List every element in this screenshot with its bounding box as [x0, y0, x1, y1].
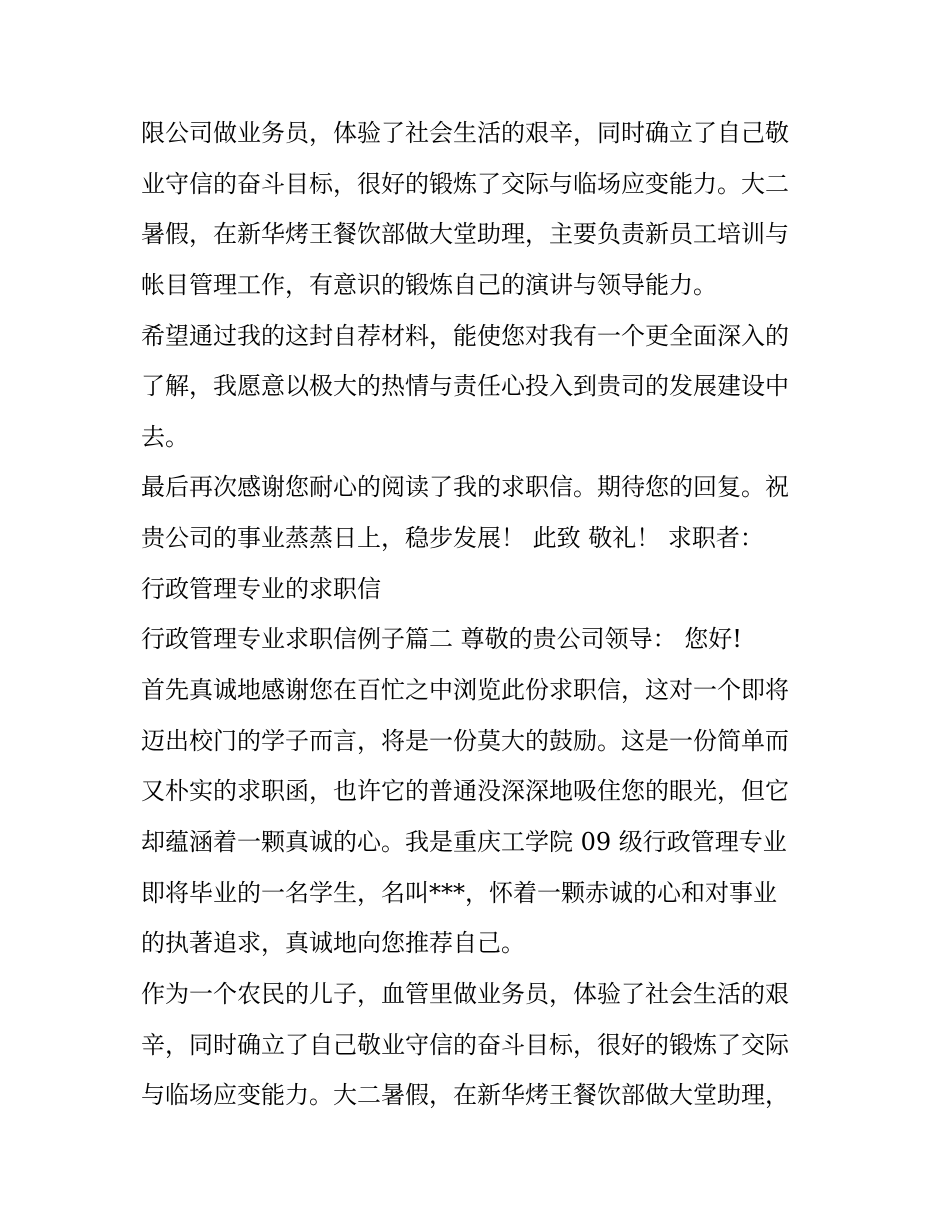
text-line: 业守信的奋斗目标，很好的锻炼了交际与临场应变能力。大二 — [141, 169, 789, 198]
text-line: 了解，我愿意以极大的热情与责任心投入到贵司的发展建设中 — [141, 372, 789, 401]
text-line: 帐目管理工作，有意识的锻炼自己的演讲与领导能力。 — [141, 270, 717, 299]
text-line: 去。 — [141, 422, 189, 451]
document-body — [141, 108, 821, 1121]
text-line: 迈出校门的学子而言，将是一份莫大的鼓励。这是一份简单而 — [141, 726, 789, 755]
text-line: 即将毕业的一名学生，名叫***，怀着一颗赤诚的心和对事业 — [141, 878, 777, 907]
text-line: 暑假，在新华烤王餐饮部做大堂助理，主要负责新员工培训与 — [141, 220, 789, 249]
text-line: 却蕴涵着一颗真诚的心。我是重庆工学院 09 级行政管理专业 — [141, 827, 787, 856]
text-line: 辛，同时确立了自己敬业守信的奋斗目标，很好的锻炼了交际 — [141, 1030, 789, 1059]
text-line: 限公司做业务员，体验了社会生活的艰辛，同时确立了自己敬 — [141, 119, 789, 147]
text-line: 最后再次感谢您耐心的阅读了我的求职信。期待您的回复。祝 — [141, 473, 789, 502]
text-line: 首先真诚地感谢您在百忙之中浏览此份求职信，这对一个即将 — [141, 676, 789, 705]
text-line: 与临场应变能力。大二暑假，在新华烤王餐饮部做大堂助理， — [141, 1081, 789, 1110]
text-line: 作为一个农民的儿子，血管里做业务员，体验了社会生活的艰 — [141, 979, 789, 1008]
text-line: 贵公司的事业蒸蒸日上，稳步发展！ 此致 敬礼！ 求职者： — [141, 524, 764, 553]
text-line: 行政管理专业求职信例子篇二 尊敬的贵公司领导： 您好! — [141, 625, 742, 654]
text-line: 的执著追求，真诚地向您推荐自己。 — [141, 929, 525, 958]
text-line: 又朴实的求职函，也许它的普通没深深地吸住您的眼光，但它 — [141, 777, 789, 806]
text-line: 希望通过我的这封自荐材料，能使您对我有一个更全面深入的 — [141, 321, 789, 350]
text-line: 行政管理专业的求职信 — [141, 574, 381, 603]
